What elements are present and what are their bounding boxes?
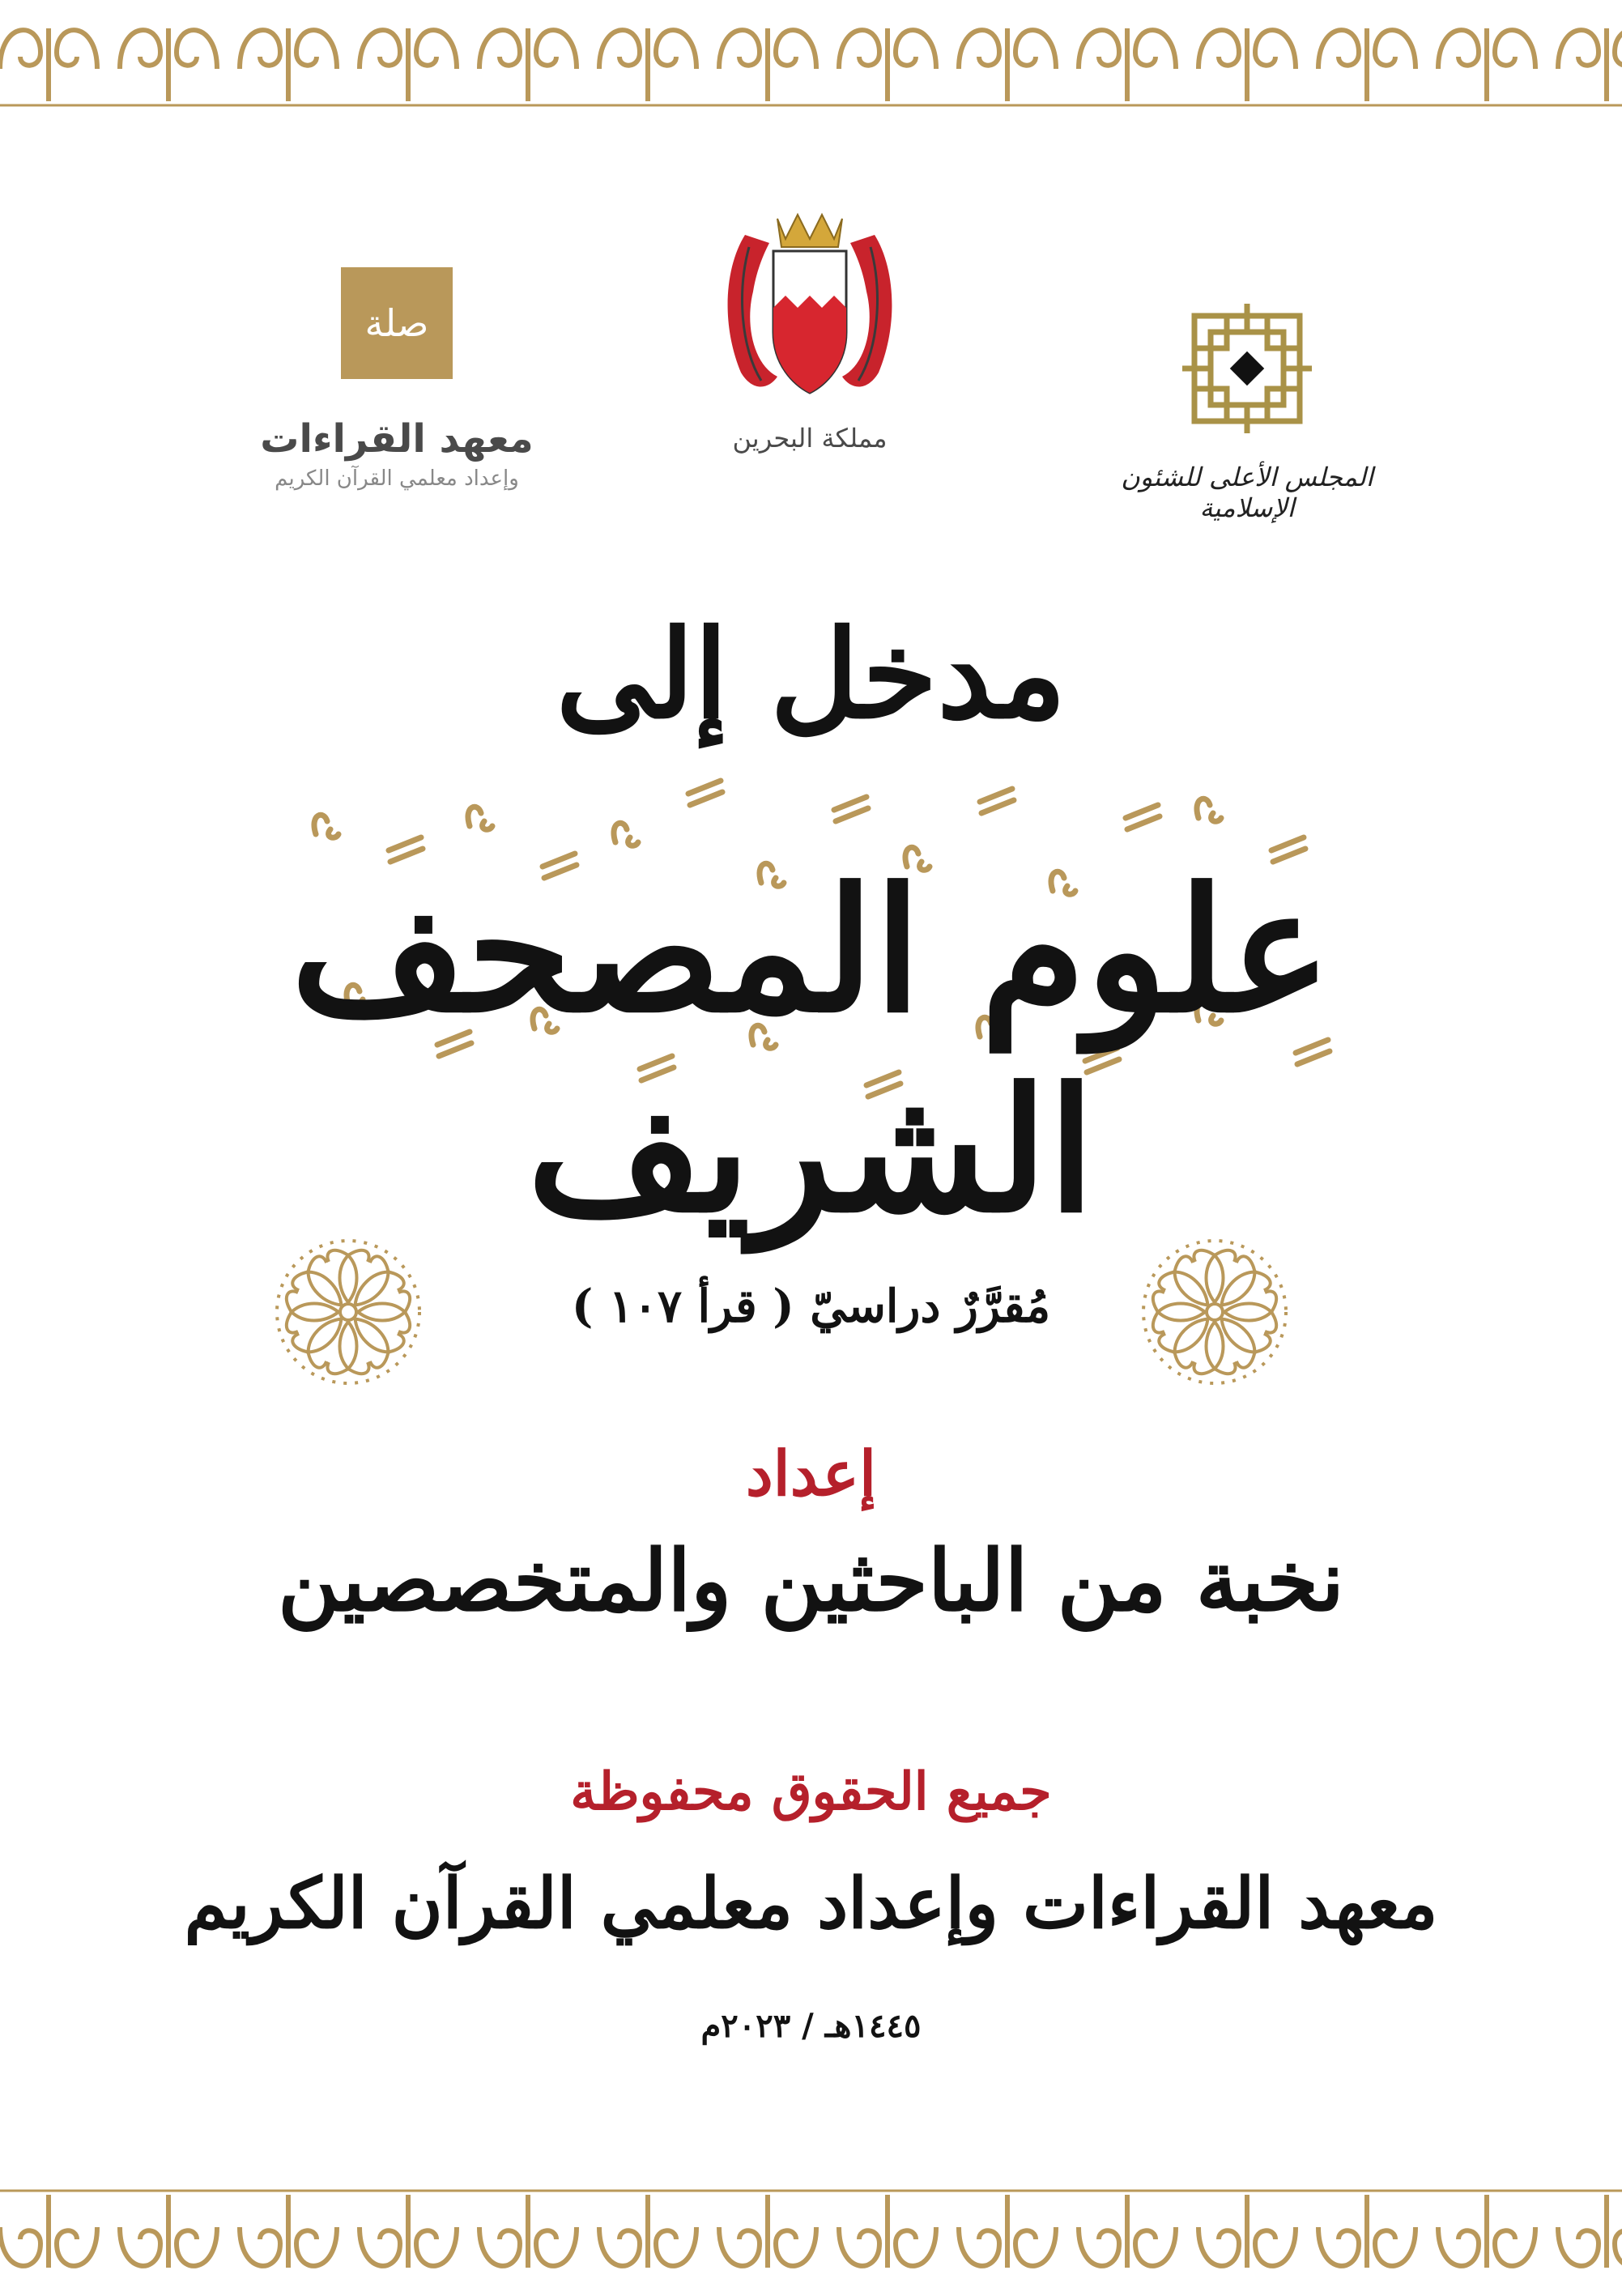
gold-diacritic-mark: [834, 797, 868, 821]
institute-badge-text: صلة: [364, 301, 429, 345]
border-scroll-motif: [360, 28, 457, 101]
title-line-1: مدخل إلى: [556, 603, 1066, 746]
border-scroll-motif: [1079, 2195, 1176, 2268]
gold-diacritic-mark: [1126, 805, 1160, 829]
border-scroll-motif: [120, 2195, 217, 2268]
border-scroll-motif: [1438, 2195, 1535, 2268]
border-scroll-motif: [599, 28, 696, 101]
border-scroll-motif: [839, 28, 936, 101]
border-scroll-motif: [719, 2195, 816, 2268]
border-scroll-motif: [479, 28, 577, 101]
border-scroll-motif: [1438, 28, 1535, 101]
preparation-label: إعداد: [745, 1438, 877, 1510]
bahrain-coat-of-arms-icon: [721, 202, 899, 405]
bottom-ornamental-border: [0, 2175, 1622, 2296]
border-scroll-motif: [599, 2195, 696, 2268]
border-scroll-motif: [1198, 2195, 1296, 2268]
council-logo: [1085, 300, 1409, 523]
council-label: المجلس الأعلى للشئون الإسلامية: [1121, 462, 1373, 523]
border-scroll-motif: [1079, 28, 1176, 101]
institute-badge: [341, 267, 453, 379]
institute-title: معهد القراءات: [260, 416, 534, 462]
kingdom-label: مملكة البحرين: [732, 423, 888, 454]
border-scroll-motif: [240, 2195, 337, 2268]
border-scroll-motif: [839, 2195, 936, 2268]
border-scroll-motif: [0, 2195, 97, 2268]
border-scroll-motif: [1198, 28, 1296, 101]
border-scroll-motif: [959, 28, 1056, 101]
gold-diacritic-mark: [1197, 799, 1221, 821]
border-scroll-motif: [1558, 2195, 1622, 2268]
gold-diacritic-mark: [688, 781, 722, 805]
institute-subtitle: وإعداد معلمي القرآن الكريم: [275, 466, 519, 491]
gold-diacritic-mark: [314, 815, 338, 837]
border-scroll-motif: [120, 28, 217, 101]
border-scroll-motif: [959, 2195, 1056, 2268]
border-scroll-motif: [1318, 2195, 1416, 2268]
rights-owner: معهد القراءات وإعداد معلمي القرآن الكريم: [184, 1863, 1438, 1945]
course-label: مُقرَّرٌ دراسيّ ( قرأ ١٠٧ ): [571, 1280, 1051, 1333]
kingdom-logo: [672, 202, 947, 454]
gold-diacritic-mark: [468, 807, 492, 829]
border-scroll-motif: [360, 2195, 457, 2268]
top-ornamental-border: [0, 0, 1622, 121]
gold-diacritic-mark: [614, 823, 638, 846]
border-scroll-motif: [240, 28, 337, 101]
title-line-2: علوم المصحف الشريف: [290, 850, 1332, 1250]
gold-diacritic-mark: [980, 789, 1014, 813]
border-scroll-motif: [1318, 28, 1416, 101]
kufic-square-emblem-icon: [1178, 300, 1316, 437]
border-scroll-motif: [719, 28, 816, 101]
rights-notice: جميع الحقوق محفوظة: [570, 1761, 1052, 1822]
authors-line: نخبة من الباحثين والمتخصصين: [278, 1531, 1344, 1630]
institute-logo: [243, 267, 551, 491]
border-scroll-motif: [479, 2195, 577, 2268]
publication-date: ١٤٤٥هـ / ٢٠٢٣م: [700, 2007, 922, 2045]
border-scroll-motif: [0, 28, 97, 101]
border-scroll-motif: [1558, 28, 1622, 101]
